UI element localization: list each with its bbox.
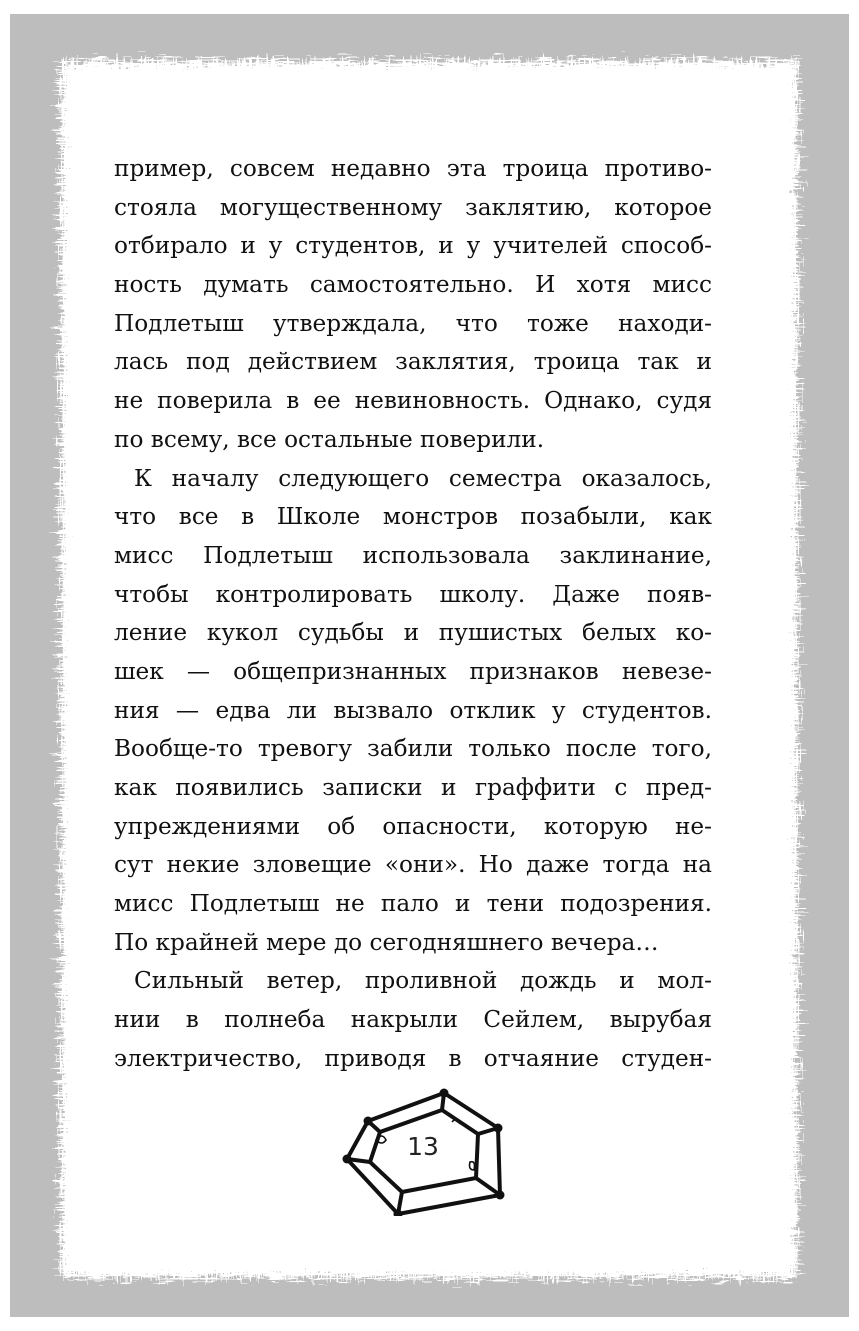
text-line: не поверила в ее невиновность. Однако, судя: [114, 387, 712, 415]
text-line: что все в Школе монстров позабыли, как: [114, 503, 712, 531]
body-text: [114, 150, 712, 1079]
text-line: ление кукол судьбы и пушистых белых ко-: [114, 619, 712, 647]
text-line: К началу следующего семестра оказалось,: [134, 464, 712, 492]
text-line: пример, совсем недавно эта троица противо-: [114, 155, 712, 182]
page-number: 13: [407, 1132, 439, 1161]
text-line: по всему, все остальные поверили.: [114, 425, 545, 453]
text-line: нии в полнеба накрыли Сейлем, вырубая: [114, 1006, 712, 1034]
paragraph-2: [114, 460, 712, 963]
paragraph-3: [114, 962, 712, 1078]
text-line: как появились записки и граффити с пред-: [114, 774, 712, 801]
text-line: мисс Подлетыш использовала заклинание,: [114, 541, 712, 569]
text-line: мисс Подлетыш не пало и тени подозрения.: [114, 890, 712, 918]
text-line: шек — общепризнанных признаков невезе-: [114, 657, 712, 685]
text-line: По крайней мере до сегодняшнего вечера…: [114, 928, 659, 956]
text-line: лась под действием заклятия, троица так и: [114, 348, 712, 376]
text-line: отбирало и у студентов, и у учителей способ-: [114, 232, 712, 260]
text-line: ность думать самостоятельно. И хотя мисс: [114, 271, 712, 299]
paragraph-1: [114, 150, 712, 460]
text-line: упреждениями об опасности, которую не-: [114, 812, 712, 840]
text-line: ния — едва ли вызвало отклик у студентов.: [114, 696, 712, 724]
text-line: чтобы контролировать школу. Даже появ-: [114, 580, 712, 608]
text-line: сут некие зловещие «они». Но даже тогда на: [114, 851, 712, 879]
text-line: стояла могущественному заклятию, которое: [114, 193, 712, 221]
text-line: Сильный ветер, проливной дождь и мол-: [134, 967, 712, 995]
text-line: электричество, приводя в отчаяние студен-: [114, 1044, 712, 1072]
text-line: Подлетыш утверждала, что тоже находи-: [114, 309, 712, 337]
text-line: Вообще-то тревогу забили только после того,: [114, 735, 712, 763]
